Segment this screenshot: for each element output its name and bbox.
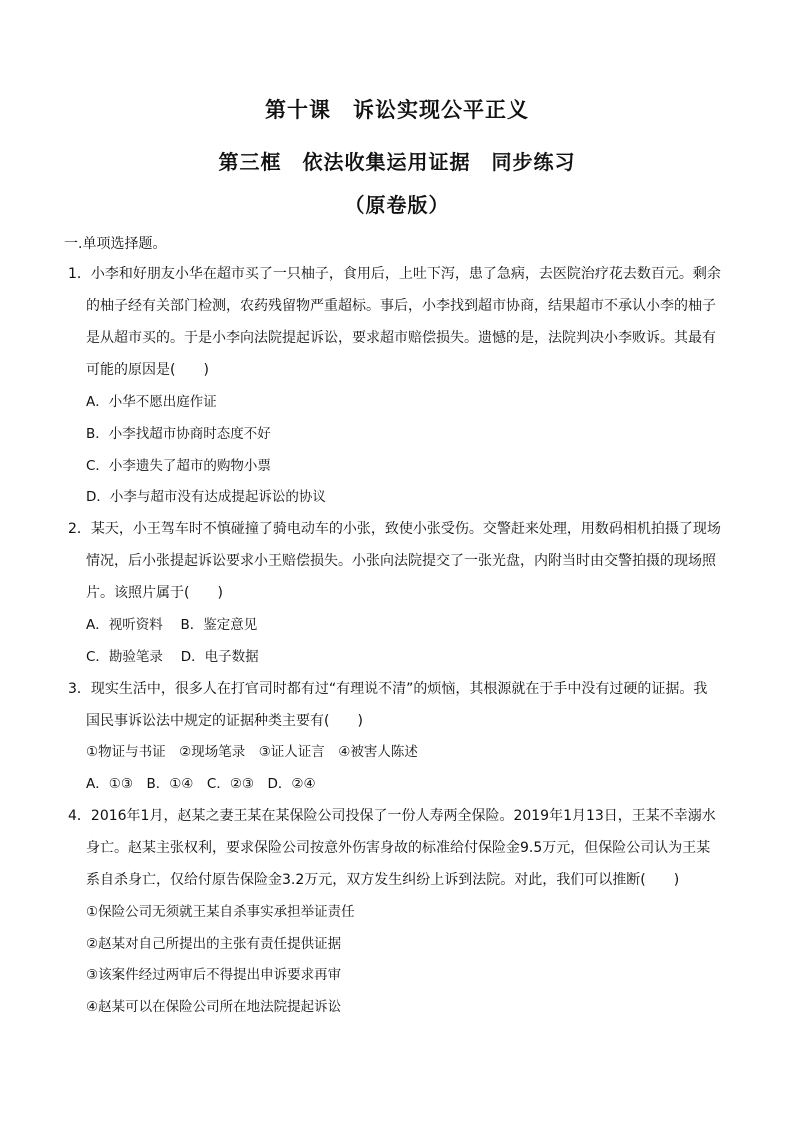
question-1-option-d: D．小李与超市没有达成提起诉讼的协议 [86, 489, 326, 505]
lesson-title: 第十课 诉讼实现公平正义 [265, 97, 529, 122]
question-4-statement-2: ②赵某对自己所提出的主张有责任提供证据 [86, 936, 342, 952]
question-4-line-1: 4．2016年1月，赵某之妻王某在某保险公司投保了一份人寿两全保险。2019年1月13日，王某不幸溺水 [68, 808, 716, 824]
question-1-option-a: A．小华不愿出庭作证 [86, 394, 217, 410]
question-3-line-1: 3．现实生活中，很多人在打官司时都有过“有理说不清”的烦恼，其根源就在于手中没有过硬的证据。我 [68, 681, 708, 697]
version-title: （原卷版） [344, 193, 450, 217]
question-3-line-2: 国民事诉讼法中规定的证据种类主要有( ) [86, 713, 363, 729]
question-4-statement-4: ④赵某可以在保险公司所在地法院提起诉讼 [86, 999, 342, 1015]
question-1-line-3: 是从超市买的。于是小李向法院提起诉讼，要求超市赔偿损失。遗憾的是，法院判决小李败诉。其最有 [86, 330, 716, 346]
question-4-statement-1: ①保险公司无须就王某自杀事实承担举证责任 [86, 904, 355, 920]
question-3-statements: ①物证与书证 ②现场笔录 ③证人证言 ④被害人陈述 [86, 744, 418, 760]
question-3-choices: A．①③ B．①④ C．②③ D．②④ [86, 776, 316, 792]
section-title: 第三框 依法收集运用证据 同步练习 [218, 150, 576, 174]
question-4-line-2: 身亡。赵某主张权利，要求保险公司按意外伤害身故的标准给付保险金9.5万元，但保险公司认为王某 [86, 840, 711, 856]
question-2-line-1: 2．某天，小王驾车时不慎碰撞了骑电动车的小张，致使小张受伤。交警赶来处理，用数码相机拍摄了现场 [68, 521, 721, 537]
question-2-line-2: 情况，后小张提起诉讼要求小王赔偿损失。小张向法院提交了一张光盘，内附当时由交警拍摄的现场照 [86, 553, 716, 569]
question-1-option-c: C．小李遗失了超市的购物小票 [86, 458, 271, 474]
question-2-options-row-2: C．勘验笔录 D．电子数据 [86, 649, 259, 665]
question-1-line-1: 1．小李和好朋友小华在超市买了一只柚子，食用后，上吐下泻，患了急病，去医院治疗花去数百元。剩余 [68, 266, 721, 282]
question-4-statement-3: ③该案件经过两审后不得提出申诉要求再审 [86, 967, 342, 983]
question-4-line-3: 系自杀身亡，仅给付原告保险金3.2万元，双方发生纠纷上诉到法院。对此，我们可以推断( ) [86, 872, 680, 888]
question-2-line-3: 片。该照片属于( ) [86, 585, 223, 601]
section-heading: 一.单项选择题。 [64, 236, 167, 252]
question-1-option-b: B．小李找超市协商时态度不好 [86, 426, 271, 442]
question-1-line-2: 的柚子经有关部门检测，农药残留物严重超标。事后，小李找到超市协商，结果超市不承认小李的柚子 [86, 298, 716, 314]
question-2-options-row-1: A．视听资料 B．鉴定意见 [86, 617, 258, 633]
question-1-line-4: 可能的原因是( ) [86, 362, 209, 378]
